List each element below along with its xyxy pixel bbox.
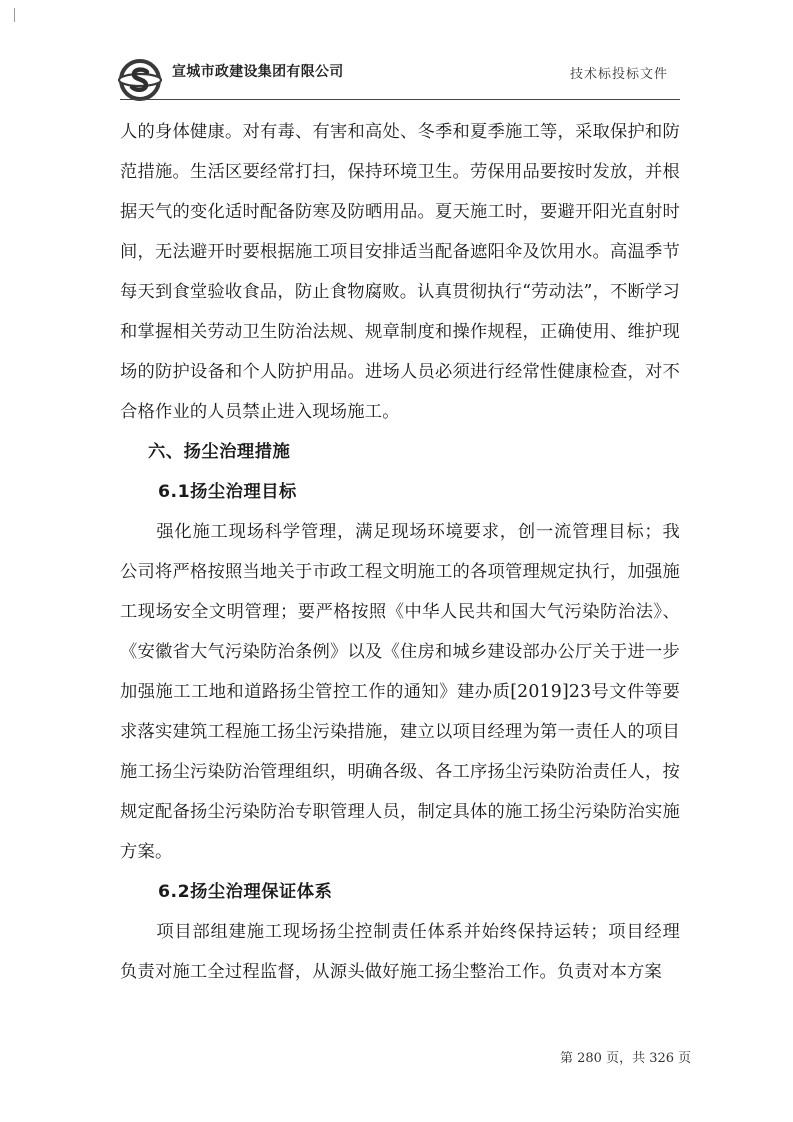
header-rule xyxy=(120,99,680,100)
company-name: 宣城市政建设集团有限公司 xyxy=(172,64,344,80)
section-heading-dust-control: 六、扬尘治理措施 xyxy=(148,442,291,462)
subsection-heading-dust-system: 6.2扬尘治理保证体系 xyxy=(158,882,333,902)
document-type: 技术标投标文件 xyxy=(570,67,669,82)
company-logo-icon xyxy=(118,58,162,102)
document-body xyxy=(120,112,680,992)
page-number: 第 280 页，共 326 页 xyxy=(560,1051,692,1066)
paragraph-health-protection: 人的身体健康。对有毒、有害和高处、冬季和夏季施工等，采取保护和防范措施。生活区要经常打扫，保持环境卫生。劳保用品要按时发放，并根据天气的变化适时配备防寒及防晒用品。夏天施工时，要避开阳光直射时间，无法避开时要根据施工项目安排适当配备遮阳伞及饮用水。高温季节每天到食堂验收食品，防止食物腐败。认真贯彻执行“劳动法”，不断学习和掌握相关劳动卫生防治法规、规章制度和操作规程，正确使用、维护现场的防护设备和个人防护用品。进场人员必须进行经常性健康检查，对不合格作业的人员禁止进入现场施工。 xyxy=(120,122,680,422)
paragraph-dust-goals: 强化施工现场科学管理，满足现场环境要求，创一流管理目标；我公司将严格按照当地关于市政工程文明施工的各项管理规定执行，加强施工现场安全文明管理；要严格按照《中华人民共和国大气污染防治法》、《安徽省大气污染防治条例》以及《住房和城乡建设部办公厅关于进一步加强施工工地和道路扬尘管控工作的通知》建办质[2019]23号文件等要求落实建筑工程施工扬尘污染措施，建立以项目经理为第一责任人的项目施工扬尘污染防治管理组织，明确各级、各工序扬尘污染防治责任人，按规定配备扬尘污染防治专职管理人员，制定具体的施工扬尘污染防治实施方案。 xyxy=(120,522,680,862)
paragraph-dust-system: 项目部组建施工现场扬尘控制责任体系并始终保持运转；项目经理负责对施工全过程监督，从源头做好施工扬尘整治工作。负责对本方案 xyxy=(120,922,680,982)
page-header xyxy=(0,0,793,108)
subsection-heading-dust-goals: 6.1扬尘治理目标 xyxy=(158,482,297,502)
